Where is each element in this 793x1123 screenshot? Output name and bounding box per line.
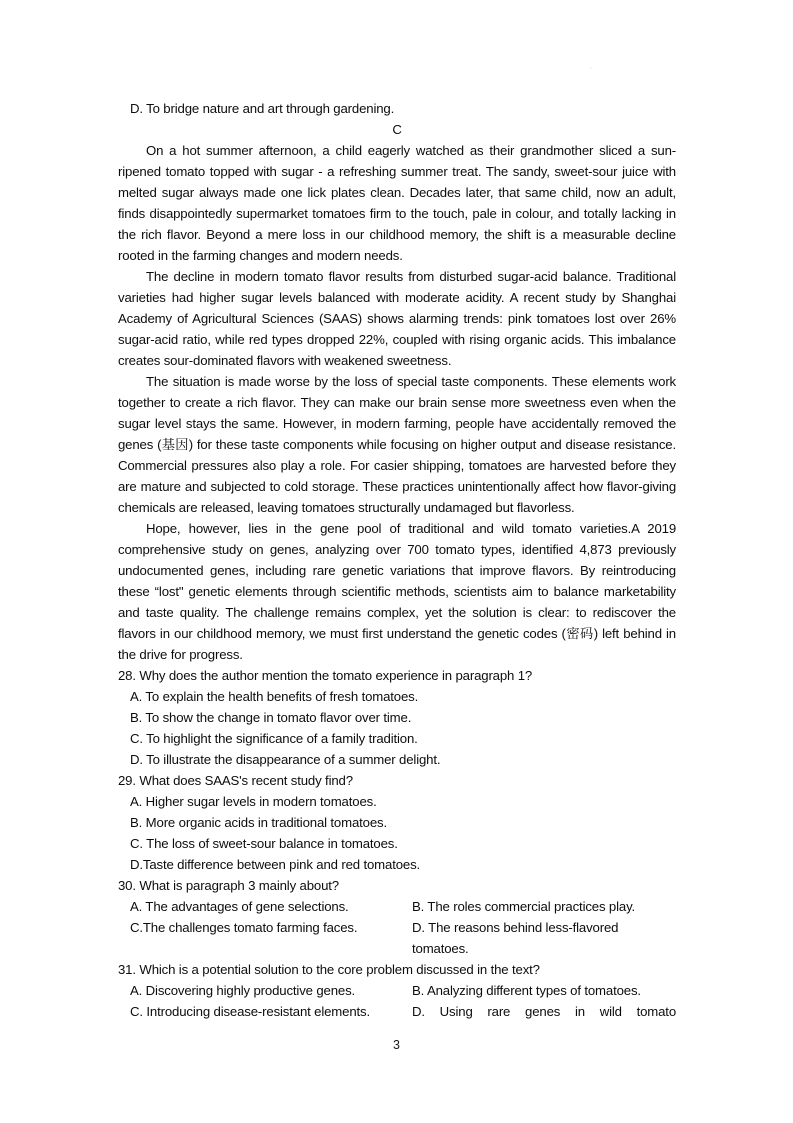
question-30-options-row-1 [130,896,676,917]
page-number: 3 [393,1038,400,1052]
question-31-stem: 31. Which is a potential solution to the core problem discussed in the text? [118,962,540,977]
question-29-option-c[interactable]: C. The loss of sweet-sour balance in tomatoes. [130,836,398,851]
question-31-options-row-1 [130,980,676,1001]
question-28-option-a[interactable]: A. To explain the health benefits of fresh tomatoes. [130,689,419,704]
passage-paragraph-1: On a hot summer afternoon, a child eagerly watched as their grandmother sliced a sun-ripened tomato topped with sugar - a refreshing summer treat. The sandy, sweet-sour juice with melted sugar always made one lick plates clean. Decades later, that same child, now an adult, finds disappointedly supermarket tomatoes firm to the touch, pale in colour, and totally lacking in the rich flavor. Beyond a mere loss in our childhood memory, the shift is a measurable decline rooted in the farming changes and modern needs. [118,143,676,263]
question-28-option-c[interactable]: C. To highlight the significance of a family tradition. [130,731,418,746]
question-28-option-b[interactable]: B. To show the change in tomato flavor over time. [130,710,412,725]
question-31-option-d[interactable]: D. Using rare genes in wild tomato [412,1004,676,1019]
section-label: C [392,122,402,137]
question-30-stem: 30. What is paragraph 3 mainly about? [118,878,339,893]
question-29-option-b[interactable]: B. More organic acids in traditional tomatoes. [130,815,387,830]
question-30-option-a[interactable]: A. The advantages of gene selections. [130,899,349,914]
question-31-option-a[interactable]: A. Discovering highly productive genes. [130,983,356,998]
question-30-option-c[interactable]: C.The challenges tomato farming faces. [130,920,358,935]
carryover-option-d: D. To bridge nature and art through gardening. [130,101,395,116]
question-31-options-row-2 [130,1001,676,1022]
passage-paragraph-3: The situation is made worse by the loss of special taste components. These elements work together to create a rich flavor. They can make our brain sense more sweetness even when the sugar level stays the same. However, in modern farming, people have accidentally removed the genes (基因) for these taste components while focusing on higher output and disease resistance. Commercial pressures also play a role. For casier shipping, tomatoes are harvested before they are mature and subjected to cold storage. These practices unintentionally affect how flavor-giving chemicals are released, leaving tomatoes structurally undamaged but flavorless. [118,374,676,515]
question-28-stem: 28. Why does the author mention the tomato experience in paragraph 1? [118,668,533,683]
passage-paragraph-2: The decline in modern tomato flavor results from disturbed sugar-acid balance. Traditional varieties had higher sugar levels balanced with moderate acidity. A recent study by Shanghai Academy of Agricultural Sciences (SAAS) shows alarming trends: pink tomatoes lost over 26% sugar-acid ratio, while red types dropped 22%, coupled with rising organic acids. This imbalance creates sour-dominated flavors with weakened sweetness. [118,269,676,368]
scan-artifact-speck [590,67,592,69]
question-30-options-row-2 [130,917,676,959]
question-29-option-a[interactable]: A. Higher sugar levels in modern tomatoes. [130,794,377,809]
question-29-stem: 29. What does SAAS's recent study find? [118,773,353,788]
question-28-option-d[interactable]: D. To illustrate the disappearance of a summer delight. [130,752,441,767]
question-29-option-d[interactable]: D.Taste difference between pink and red tomatoes. [130,857,421,872]
question-30-option-d[interactable]: D. The reasons behind less-flavored tomatoes. [412,920,619,956]
question-31-option-b[interactable]: B. Analyzing different types of tomatoes. [412,983,641,998]
page-content [118,98,676,1022]
passage-paragraph-4: Hope, however, lies in the gene pool of traditional and wild tomato varieties.A 2019 comprehensive study on genes, analyzing over 700 tomato types, identified 4,873 previously undocumented genes, including rare genetic variations that improve flavors. By reintroducing these “lost" genetic elements through scientific methods, scientists aim to balance marketability and taste quality. The challenge remains complex, yet the solution is clear: to rediscover the flavors in our childhood memory, we must first understand the genetic codes (密码) left behind in the drive for progress. [118,521,676,662]
question-30-option-b[interactable]: B. The roles commercial practices play. [412,899,636,914]
question-31-option-c[interactable]: C. Introducing disease-resistant elements. [130,1004,370,1019]
